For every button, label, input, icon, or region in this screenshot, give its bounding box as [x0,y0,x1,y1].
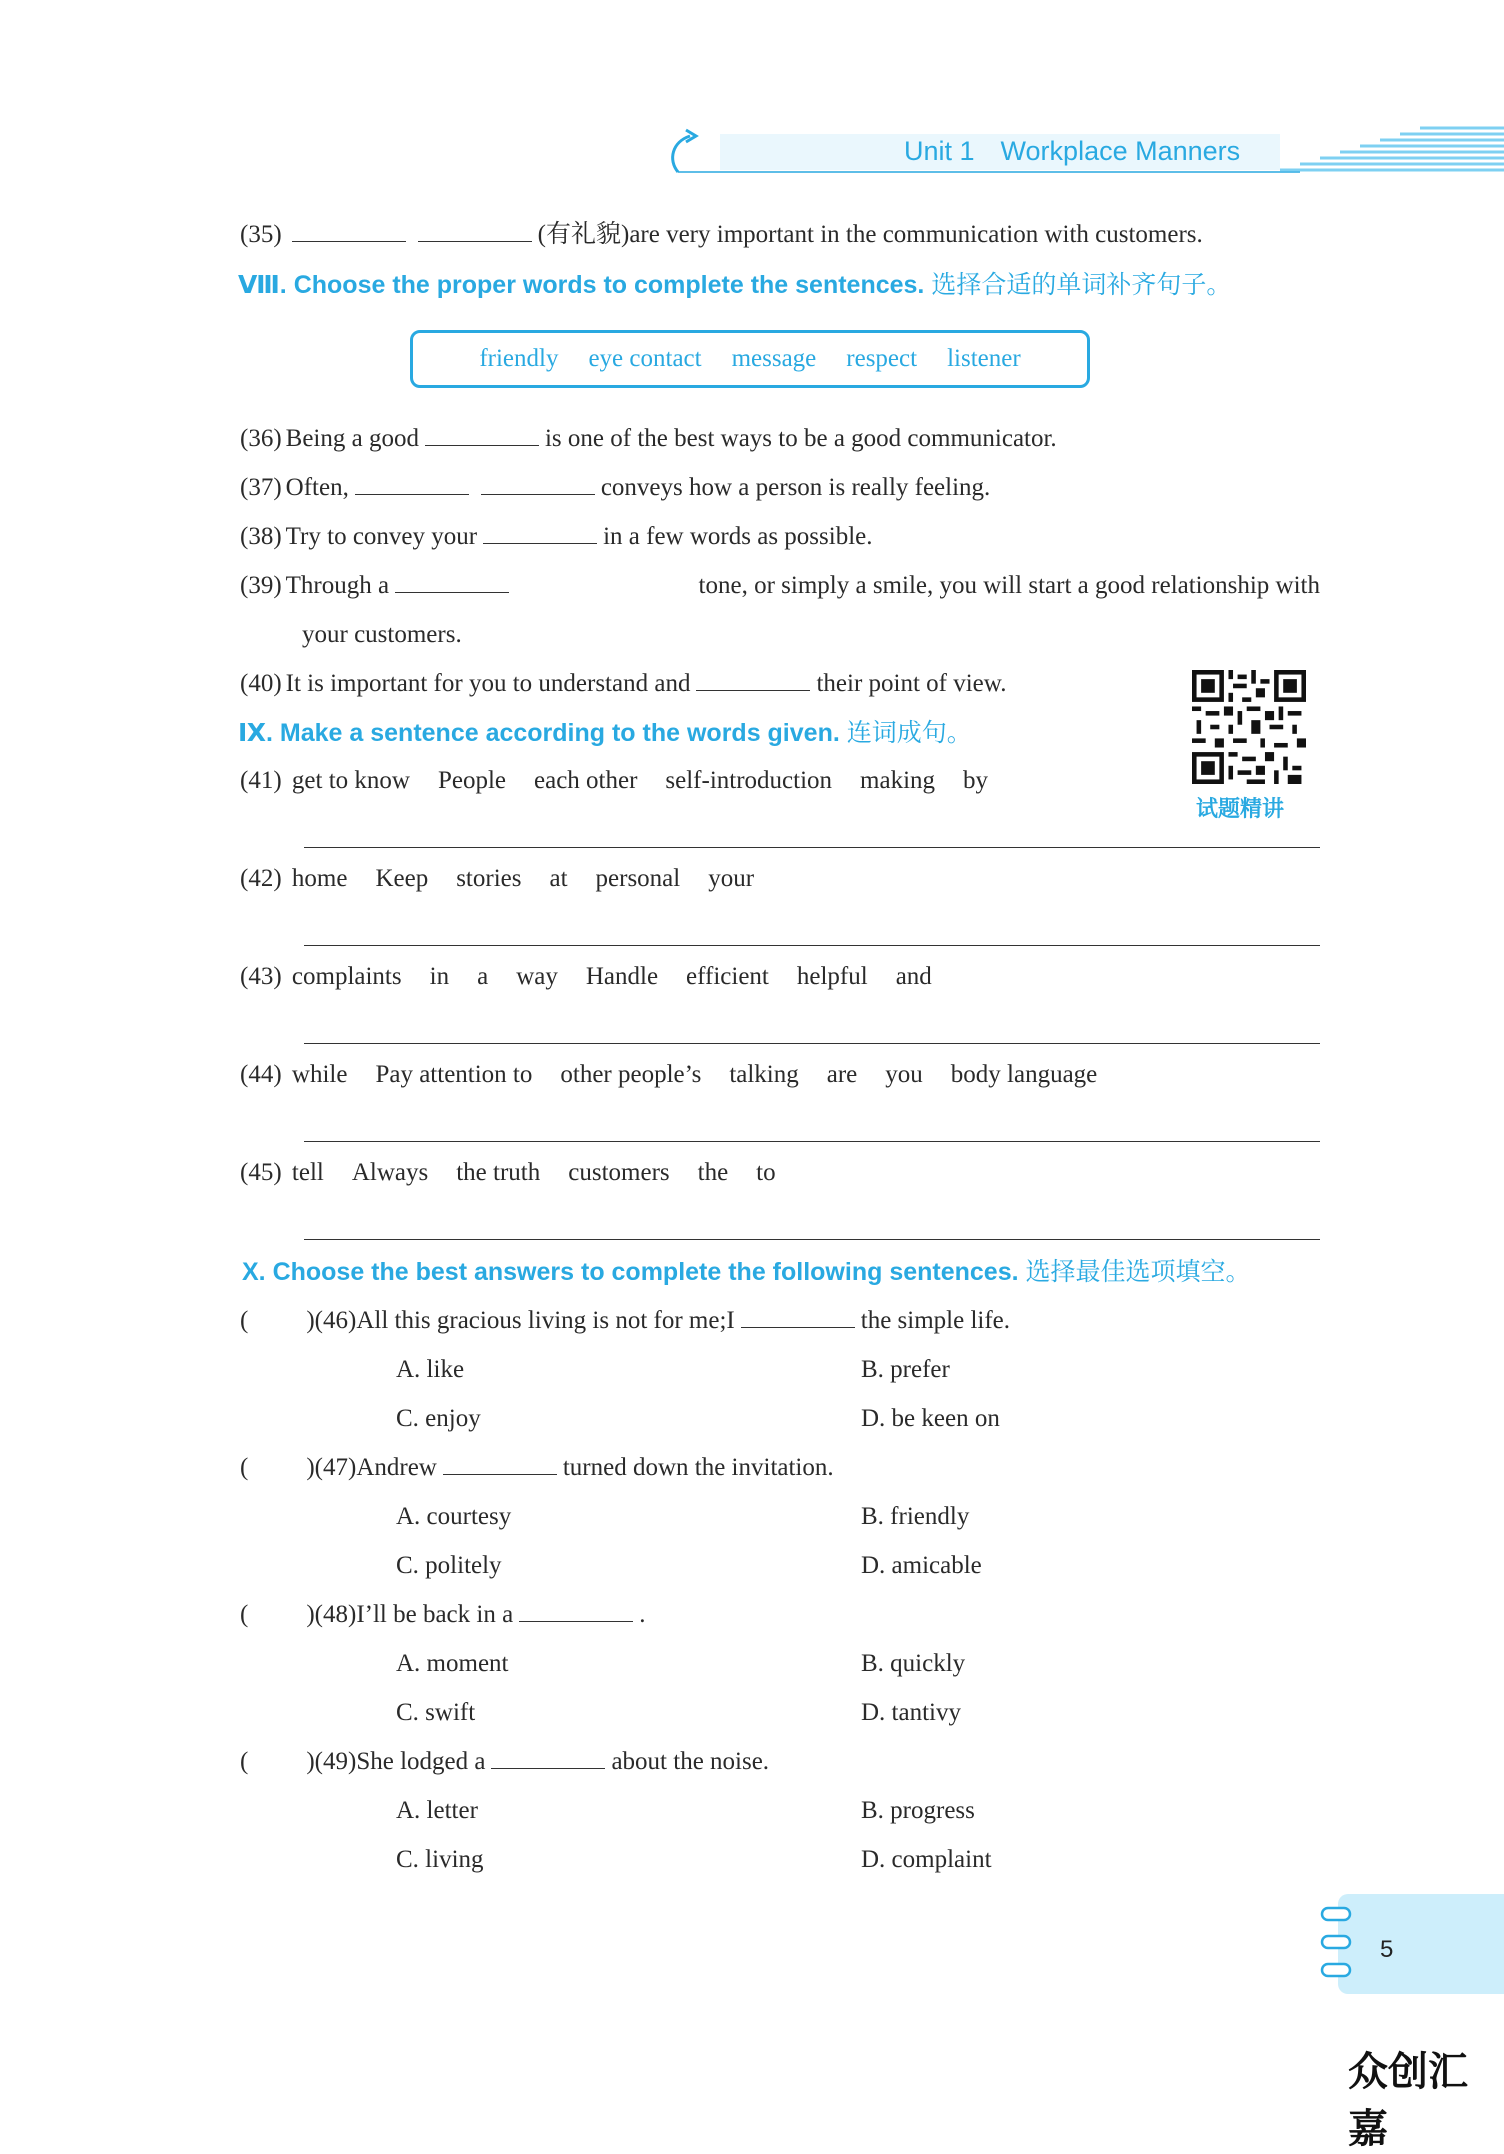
text-fragment: ) [306,1454,315,1481]
answer-blank[interactable] [483,521,597,544]
page-number: 5 [1380,1936,1394,1963]
text-fragment: (43) [240,963,282,990]
answer-blank[interactable] [443,1452,557,1475]
answer-blank[interactable] [519,1599,633,1622]
question-39-continued: your customers. [302,621,462,648]
option-c[interactable]: C. politely [396,1552,502,1579]
answer-blank[interactable] [292,219,406,242]
question-35 [240,218,1203,252]
option-b[interactable]: B. friendly [861,1503,970,1530]
text-fragment: (46) [314,1307,357,1334]
text-fragment: I’ll be back in a [356,1601,514,1628]
section-8-heading [238,268,1231,302]
text-fragment: the [697,1159,729,1186]
text-fragment: Pay attention to [375,1061,533,1088]
text-fragment: is one of the best ways to be a good communicator. [544,425,1057,452]
question-37 [240,471,990,505]
text-fragment: the truth [456,1159,541,1186]
text-fragment: People [437,767,506,794]
word-bank-item: eye contact [588,345,702,372]
binder-ring-icon [1322,1908,1350,1920]
answer-blank[interactable] [418,219,532,242]
text-fragment: Often, [285,474,349,501]
option-b[interactable]: B. quickly [861,1650,966,1677]
word-bank-item: friendly [479,345,559,372]
text-fragment: X. Choose the best answers to complete the following sentences. [242,1258,1019,1286]
text-fragment: Keep [375,865,429,892]
answer-line[interactable] [304,1239,1320,1240]
text-fragment: home [291,865,348,892]
option-a[interactable]: A. letter [396,1797,478,1824]
text-fragment: ( [240,1601,249,1628]
text-fragment: to [756,1159,776,1186]
text-fragment: in a few words as possible. [603,523,873,550]
option-d[interactable]: D. amicable [861,1552,982,1579]
option-c[interactable]: C. swift [396,1699,476,1726]
text-fragment: (38) [240,523,282,550]
answer-line[interactable] [304,1043,1320,1044]
answer-blank[interactable] [741,1305,855,1328]
text-fragment: (35) [240,221,282,248]
text-fragment: talking [729,1061,799,1088]
text-fragment: 选择合适的单词补齐句子。 [931,271,1232,299]
text-fragment: the simple life. [860,1307,1011,1334]
question-43 [240,960,960,994]
text-fragment: helpful [796,963,868,990]
text-fragment: about the noise. [611,1748,770,1775]
answer-blank[interactable] [481,472,595,495]
text-fragment: while [291,1061,348,1088]
text-fragment: Through a [285,572,390,599]
text-fragment: turned down the invitation. [562,1454,834,1481]
question-45 [240,1156,804,1190]
text-fragment: and [895,963,932,990]
qr-code-label: 试题精讲 [1196,797,1285,822]
text-fragment: their point of view. [816,670,1007,697]
text-fragment: ( [240,1748,249,1775]
question-49 [240,1745,769,1779]
question-36 [240,422,1057,456]
text-fragment: ( [240,1454,249,1481]
text-fragment: conveys how a person is really feeling. [600,474,991,501]
text-fragment: get to know [291,767,410,794]
text-fragment: . [639,1601,646,1628]
text-fragment: in [429,963,450,990]
option-c[interactable]: C. living [396,1846,484,1873]
word-bank-item: message [731,345,817,372]
text-fragment: way [516,963,558,990]
question-41 [240,764,1016,798]
answer-blank[interactable] [696,668,810,691]
text-fragment: (41) [240,767,282,794]
text-fragment: self-introduction [665,767,833,794]
text-fragment: She lodged a [356,1748,486,1775]
answer-line[interactable] [304,847,1320,848]
text-fragment: 选择最佳选项填空。 [1025,1258,1251,1286]
text-fragment: Handle [585,963,659,990]
text-fragment: (39) [240,572,282,599]
text-fragment: are [826,1061,858,1088]
word-bank-item: respect [846,345,918,372]
text-fragment: stories [456,865,522,892]
text-fragment: at [549,865,568,892]
section-10-heading [242,1255,1251,1289]
answer-line[interactable] [304,945,1320,946]
text-fragment: Ⅸ. Make a sentence according to the words given. [238,719,840,747]
question-42 [240,862,782,896]
binder-ring-icon [1322,1964,1350,1976]
text-fragment: (47) [314,1454,357,1481]
unit-title: Workplace Manners [1000,136,1241,166]
question-47 [240,1451,834,1485]
question-39 [240,569,1320,603]
text-fragment: body language [950,1061,1098,1088]
binder-ring-icon [1322,1936,1350,1948]
text-fragment: Being a good [285,425,419,452]
text-fragment: (48) [314,1601,357,1628]
option-b[interactable]: B. prefer [861,1356,950,1383]
unit-header [904,136,1240,167]
option-a[interactable]: A. courtesy [396,1503,512,1530]
text-fragment: ) [306,1601,315,1628]
option-c[interactable]: C. enjoy [396,1405,481,1432]
unit-number: Unit 1 [904,136,975,166]
option-d[interactable]: D. be keen on [861,1405,1000,1432]
text-fragment: efficient [686,963,769,990]
section-9-heading [238,716,972,750]
option-b[interactable]: B. progress [861,1797,975,1824]
text-fragment: your [708,865,755,892]
text-fragment: ) [306,1748,315,1775]
answer-blank[interactable] [425,423,539,446]
text-fragment: 连词成句。 [846,719,972,747]
text-fragment: Andrew [356,1454,437,1481]
text-fragment: (44) [240,1061,282,1088]
text-fragment: (45) [240,1159,282,1186]
text-fragment: (37) [240,474,282,501]
text-fragment: ( [240,1307,249,1334]
page-tab [1318,1894,1504,1994]
text-fragment: are very important in the communication with customers. [629,221,1203,248]
answer-blank[interactable] [355,472,469,495]
question-44 [240,1058,1125,1092]
answer-blank[interactable] [395,570,509,593]
text-fragment: each other [534,767,638,794]
text-fragment: personal [595,865,681,892]
text-fragment: It is important for you to understand and [285,670,691,697]
text-fragment: ) [306,1307,315,1334]
text-fragment: (36) [240,425,282,452]
watermark-logo: 众创汇嘉 [1348,2049,1468,2152]
option-a[interactable]: A. moment [396,1650,509,1677]
text-fragment: you [885,1061,923,1088]
qr-code[interactable] [1192,670,1306,784]
text-fragment: (49) [314,1748,357,1775]
text-fragment: (42) [240,865,282,892]
text-fragment: Ⅷ. Choose the proper words to complete the sentences. [238,271,925,299]
text-fragment: tell [291,1159,324,1186]
text-fragment: Always [351,1159,429,1186]
text-fragment: a [477,963,489,990]
word-bank [410,330,1090,388]
text-fragment: (有礼貌) [537,221,630,248]
text-fragment: Try to convey your [285,523,478,550]
option-d[interactable]: D. tantivy [861,1699,961,1726]
question-46 [240,1304,1010,1338]
option-a[interactable]: A. like [396,1356,465,1383]
question-38 [240,520,873,554]
answer-line[interactable] [304,1141,1320,1142]
text-fragment: customers [568,1159,670,1186]
text-fragment: other people’s [560,1061,702,1088]
text-fragment: (40) [240,670,282,697]
text-fragment: tone, or simply a smile, you will start a good relationship with [698,572,1320,599]
option-d[interactable]: D. complaint [861,1846,992,1873]
question-48 [240,1598,645,1632]
word-bank-item: listener [947,345,1021,372]
question-40 [240,667,1006,701]
text-fragment: making [860,767,936,794]
text-fragment: complaints [291,963,402,990]
text-fragment: All this gracious living is not for me;I [356,1307,735,1334]
answer-blank[interactable] [491,1746,605,1769]
text-fragment: by [963,767,989,794]
